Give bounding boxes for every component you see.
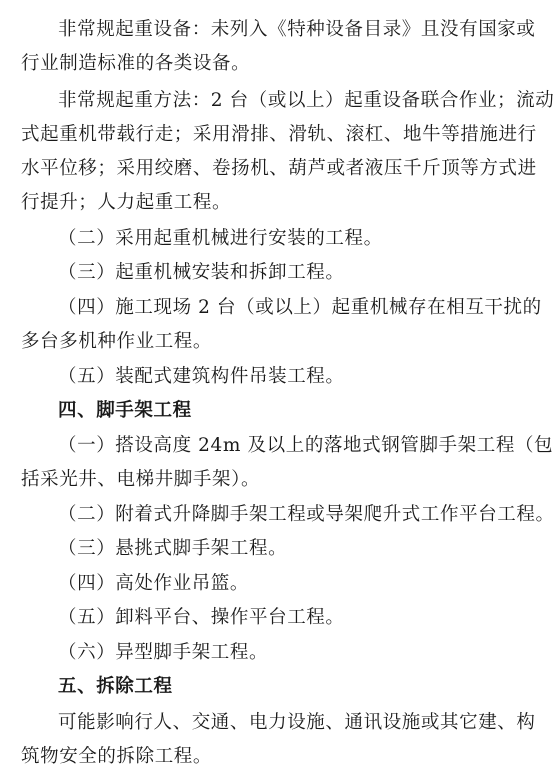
list-item: （二）采用起重机械进行安装的工程。	[58, 228, 383, 249]
list-item: （三）悬挑式脚手架工程。	[58, 538, 288, 559]
paragraph-line: 非常规起重设备：未列入《特种设备目录》且没有国家或	[58, 19, 536, 40]
paragraph-line: 行提升；人力起重工程。	[21, 192, 232, 213]
list-item: （三）起重机械安装和拆卸工程。	[58, 262, 345, 283]
list-item: （五）卸料平台、操作平台工程。	[58, 607, 345, 628]
list-item: 括采光井、电梯井脚手架）。	[21, 469, 261, 490]
paragraph-line: 非常规起重方法：2 台（或以上）起重设备联合作业；流动	[58, 90, 555, 111]
paragraph-line: 可能影响行人、交通、电力设施、通讯设施或其它建、构	[58, 712, 536, 733]
list-item: （一）搭设高度 24m 及以上的落地式钢管脚手架工程（包	[58, 435, 554, 456]
paragraph-line: 筑物安全的拆除工程。	[21, 746, 213, 767]
list-item: （六）异型脚手架工程。	[58, 642, 269, 663]
list-item: （四）施工现场 2 台（或以上）起重机械存在相互干扰的	[58, 297, 542, 318]
list-item: （二）附着式升降脚手架工程或导架爬升式工作平台工程。	[58, 504, 555, 525]
section-heading: 五、拆除工程	[58, 676, 173, 697]
list-item: 多台多机种作业工程。	[21, 331, 213, 352]
paragraph-line: 水平位移；采用绞磨、卷扬机、葫芦或者液压千斤顶等方式进	[21, 158, 537, 179]
list-item: （五）装配式建筑构件吊装工程。	[58, 366, 345, 387]
paragraph-line: 行业制造标准的各类设备。	[21, 53, 251, 74]
paragraph-line: 式起重机带载行走；采用滑排、滑轨、滚杠、地牛等措施进行	[21, 124, 537, 145]
section-heading: 四、脚手架工程	[58, 400, 192, 421]
list-item: （四）高处作业吊篮。	[58, 573, 250, 594]
